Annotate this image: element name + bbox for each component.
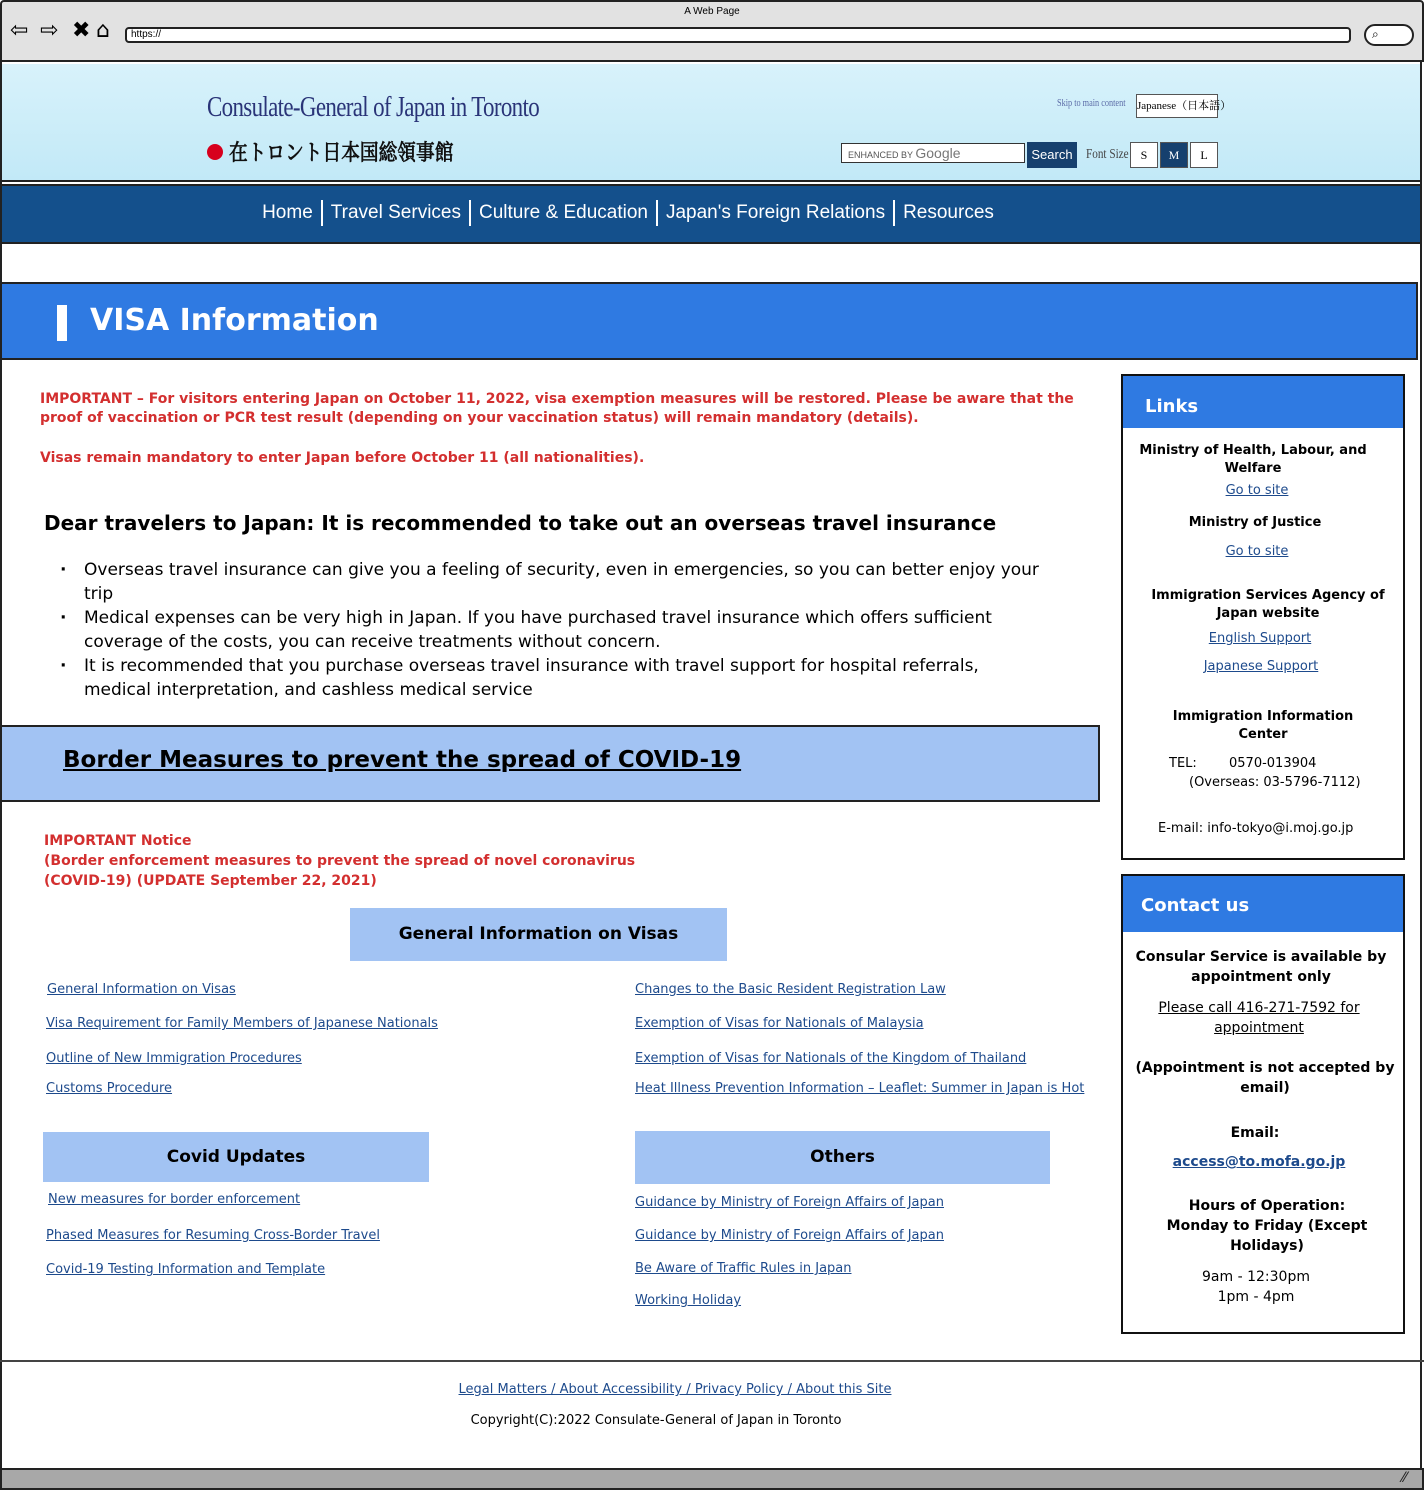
appointment-email-note [1127,1058,1403,1098]
contact-panel [1121,874,1405,1334]
insurance-bullet-list [60,558,1050,702]
mhlw-label-line: Welfare [1224,461,1282,476]
english-support-link[interactable]: English Support [1208,631,1312,646]
appt-line: (Appointment is not accepted by [1135,1060,1395,1076]
nav-home[interactable]: Home [254,200,323,226]
site-search-button[interactable]: Search [1027,142,1077,168]
search-placeholder-brand: Google [915,145,961,161]
isa-label [1138,587,1398,623]
main-nav [0,200,1256,226]
link-immigration-procedures[interactable]: Outline of New Immigration Procedures [46,1051,302,1066]
moj-label: Ministry of Justice [1188,515,1322,530]
link-mofa-guidance-1[interactable]: Guidance by Ministry of Foreign Affairs of Japan [635,1195,944,1210]
mhlw-go-to-site-link[interactable]: Go to site [1225,483,1289,498]
nav-foreign-relations[interactable]: Japan's Foreign Relations [658,200,895,226]
border-measures-link[interactable]: Border Measures to prevent the spread of COVID-19 [63,747,742,773]
link-visa-exemption-thailand[interactable]: Exemption of Visas for Nationals of the Kingdom of Thailand [635,1051,1027,1066]
font-size-large-button[interactable]: L [1190,142,1218,168]
resize-grip-icon[interactable]: ⁄⁄ [1402,1470,1407,1486]
site-title[interactable]: Consulate-General of Japan in Toronto [207,92,540,123]
link-traffic-rules[interactable]: Be Aware of Traffic Rules in Japan [635,1261,852,1276]
hours-am: 9am - 12:30pm [1202,1269,1310,1285]
link-general-info-visas[interactable]: General Information on Visas [47,982,236,997]
important-notice-covid [44,831,635,891]
skip-to-main-link[interactable]: Skip to main content [1057,97,1126,109]
link-working-holiday[interactable]: Working Holiday [635,1293,742,1308]
consular-line: appointment only [1191,969,1331,985]
mhlw-label-line: Ministry of Health, Labour, and [1139,443,1367,458]
notice-line: IMPORTANT Notice [44,833,192,849]
tel-overseas: (Overseas: 03-5796-7112) [1189,775,1361,790]
nav-resources[interactable]: Resources [903,202,994,223]
iic-label-line: Immigration Information [1172,709,1354,724]
list-item: · Medical expenses can be very high in Japan. If you have purchased travel insurance which offers sufficient coverage of the costs, you can receive treatments without concern. [60,606,1050,654]
link-visa-family-members[interactable]: Visa Requirement for Family Members of Japanese Nationals [46,1016,438,1031]
isa-label-line: Japan website [1216,606,1320,621]
others-heading: Others [635,1131,1050,1184]
link-heat-illness[interactable]: Heat Illness Prevention Information – Leaflet: Summer in Japan is Hot [635,1081,1085,1096]
consular-line: Consular Service is available by [1135,949,1387,965]
moj-go-to-site-link[interactable]: Go to site [1225,544,1289,559]
link-phased-measures[interactable]: Phased Measures for Resuming Cross-Border Travel [46,1228,380,1243]
email-info: E-mail: info-tokyo@i.moj.go.jp [1158,821,1354,836]
browser-status-bar [0,1468,1424,1490]
link-visa-exemption-malaysia[interactable]: Exemption of Visas for Nationals of Malaysia [635,1016,924,1031]
arrow-left-icon[interactable]: ⇦ [10,18,29,43]
footer-divider [0,1360,1424,1362]
mhlw-label [1123,442,1383,478]
arrow-right-icon[interactable]: ⇨ [40,18,59,43]
link-border-enforcement[interactable]: New measures for border enforcement [48,1192,301,1207]
browser-search-button[interactable] [1364,24,1414,46]
x-icon[interactable]: ✖ [72,18,91,43]
japanese-language-button[interactable]: Japanese（日本語） [1136,94,1218,118]
insurance-heading: Dear travelers to Japan: It is recommended to take out an overseas travel insurance [44,511,997,535]
list-item: · It is recommended that you purchase overseas travel insurance with travel support for hospital referrals, medical interpretation, and cashless medical service [60,654,1050,702]
window-border-right [1420,62,1422,1472]
hours-line: Hours of Operation: [1188,1198,1346,1214]
nav-culture-education[interactable]: Culture & Education [471,200,658,226]
font-size-medium-button[interactable]: M [1160,142,1188,168]
window-title: A Web Page [684,6,740,17]
link-mofa-guidance-2[interactable]: Guidance by Ministry of Foreign Affairs of Japan [635,1228,944,1243]
notice-line: (Border enforcement measures to prevent the spread of novel coronavirus [44,853,636,869]
general-info-heading: General Information on Visas [350,908,727,961]
hours-times [1118,1267,1394,1307]
list-item: · Overseas travel insurance can give you a feeling of security, even in emergencies, so you can better enjoy your trip [60,558,1050,606]
hours-of-operation [1129,1196,1405,1256]
hours-line: Monday to Friday (Except [1166,1218,1368,1234]
japanese-support-link[interactable]: Japanese Support [1203,659,1319,674]
hours-pm: 1pm - 4pm [1217,1289,1295,1305]
font-size-small-button[interactable]: S [1130,142,1158,168]
search-placeholder-prefix: ENHANCED BY [848,150,916,160]
link-customs-procedure[interactable]: Customs Procedure [46,1081,173,1096]
tel-value: 0570-013904 [1229,756,1317,771]
links-panel-heading: Links [1123,376,1403,428]
important-notice-visa-exemption: IMPORTANT – For visitors entering Japan on October 11, 2022, visa exemption measures will be restored. Please be aware that the proof of vaccination or PCR test result (depending on your vaccination status) will remain mandatory (details). [40,391,1074,426]
call-for-appointment-link[interactable] [1121,998,1397,1038]
contact-panel-heading: Contact us [1123,876,1403,932]
consular-service-text [1123,947,1399,987]
isa-label-line: Immigration Services Agency of [1151,588,1385,603]
covid-updates-heading: Covid Updates [43,1132,429,1182]
japanese-title-row [207,136,493,167]
iic-label-line: Center [1238,727,1288,742]
notice-line: (COVID-19) (UPDATE September 22, 2021) [44,873,377,889]
call-line: appointment [1214,1020,1304,1036]
font-size-label: Font Size [1086,147,1129,162]
important-notice-visa-mandatory: Visas remain mandatory to enter Japan before October 11 (all nationalities). [40,450,645,466]
japanese-site-title[interactable]: 在トロント日本国総領事館 [229,141,454,166]
visa-banner-accent [57,305,67,341]
page-title: VISA Information [90,303,379,338]
url-bar[interactable]: https:// [125,27,1351,43]
site-search-input[interactable] [841,143,1025,163]
immigration-info-center-label [1133,708,1393,744]
copyright: Copyright(C):2022 Consulate-General of Japan in Toronto [470,1413,842,1428]
tel-label: TEL: [1169,756,1197,771]
appt-line: email) [1240,1080,1290,1096]
email-label: Email: [1230,1125,1280,1141]
call-line: Please call 416-271-7592 for [1158,1000,1360,1016]
home-icon[interactable]: ⌂ [96,18,110,43]
contact-email-link[interactable]: access@to.mofa.go.jp [1172,1154,1346,1170]
hours-line: Holidays) [1230,1238,1304,1254]
nav-travel-services[interactable]: Travel Services [323,200,471,226]
search-icon: ⌕ [1372,27,1379,41]
japan-flag-icon [207,144,223,160]
footer-links[interactable]: Legal Matters / About Accessibility / Privacy Policy / About this Site [458,1382,892,1397]
link-resident-registration-law[interactable]: Changes to the Basic Resident Registration Law [635,982,946,997]
link-covid-testing[interactable]: Covid-19 Testing Information and Template [46,1262,326,1277]
